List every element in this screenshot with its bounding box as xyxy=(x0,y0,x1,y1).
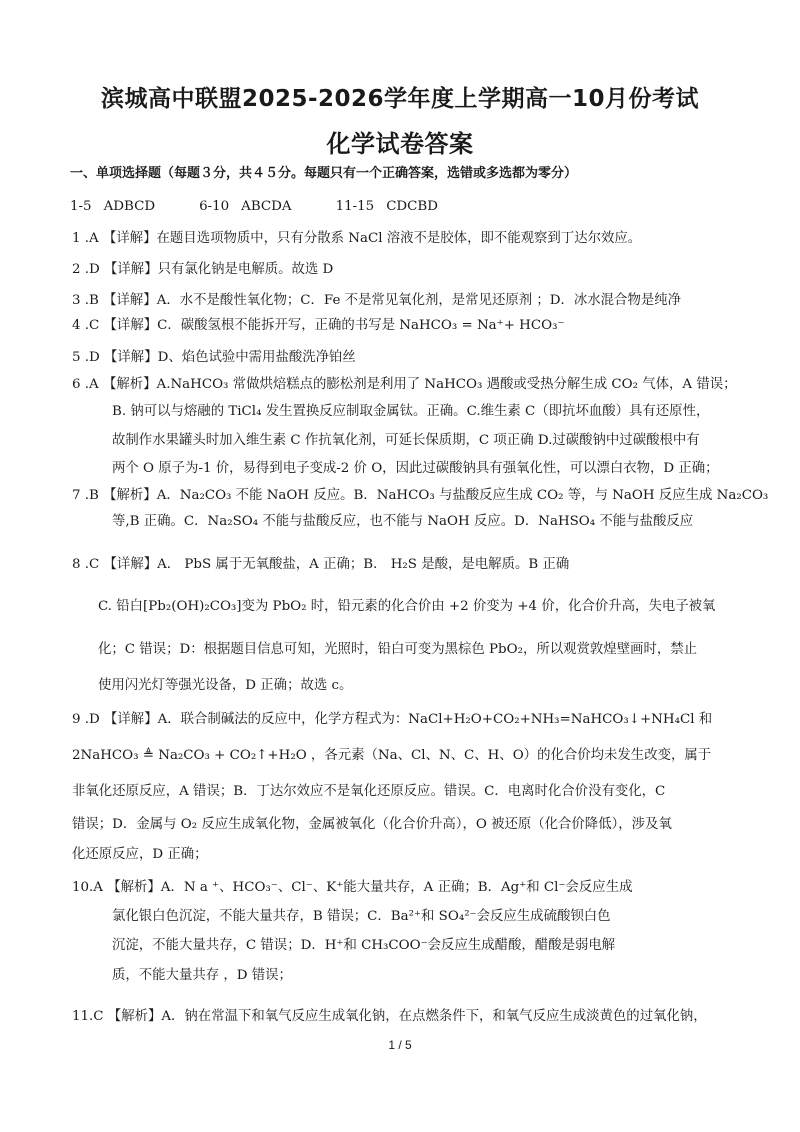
exam-title: 滨城高中联盟2025-2026学年度上学期高一10月份考试 xyxy=(100,86,700,112)
explanation-line: 故制作水果罐头时加入维生素 C 作抗氧化剂，可延长保质期，C 项正确 D.过碳酸钠中过碳酸根中有 xyxy=(112,433,700,448)
section-heading: 一、单项选择题（每题３分，共４５分。每题只有一个正确答案，选错或多选都为零分） xyxy=(70,166,578,181)
explanation-line: B. 钠可以与熔融的 TiCl₄ 发生置换反应制取金属钛。正确。C.维生素 C（即抗坏血酸）具有还原性， xyxy=(112,404,710,419)
explanation-line: 10.A 【解析】A．N a ⁺、HCO₃⁻、Cl⁻、K⁺能大量共存，A 正确；B．Ag⁺和 Cl⁻会反应生成 xyxy=(72,880,633,895)
answer-range: 6-10 xyxy=(199,199,230,214)
explanation-line: 两个 O 原子为-1 价，易得到电子变成-2 价 O，因此过碳酸钠具有强氧化性，可以漂白衣物，D 正确； xyxy=(112,461,719,476)
explanation-line: 7 .B 【解析】A．Na₂CO₃ 不能 NaOH 反应。B．NaHCO₃ 与盐酸反应生成 CO₂ 等，与 NaOH 反应生成 Na₂CO₃ xyxy=(72,488,769,503)
explanation-line: 化；C 错误；D：根据题目信息可知，光照时，铅白可变为黑棕色 PbO₂，所以观赏敦煌壁画时，禁止 xyxy=(98,642,698,657)
answer-range: 1-5 xyxy=(70,199,92,214)
explanation-line: 2NaHCO₃ ≜ Na₂CO₃ + CO₂↑+H₂O ，各元素（Na、Cl、N、C、H、O）的化合价均未发生改变，属于 xyxy=(72,748,712,763)
answer-keys: ADBCD xyxy=(103,199,156,214)
explanation-line: 质，不能大量共存 ，D 错误； xyxy=(112,968,292,983)
explanation-line: 4 .C 【详解】C．碳酸氢根不能拆开写，正确的书写是 NaHCO₃ = Na⁺+ HCO₃⁻ xyxy=(72,318,565,333)
explanation-line: C. 铅白[Pb₂(OH)₂CO₃]变为 PbO₂ 时，铅元素的化合价由 +2 价变为 +4 价，化合价升高，失电子被氧 xyxy=(98,599,716,614)
answer-keys: CDCBD xyxy=(386,199,438,214)
explanation-line: 非氧化还原反应，A 错误；B．丁达尔效应不是氧化还原反应。错误。C．电离时化合价没有变化，C xyxy=(72,784,666,799)
explanation-line: 11.C 【解析】A．钠在常温下和氧气反应生成氧化钠，在点燃条件下，和氧气反应生成淡黄色的过氧化钠， xyxy=(72,1009,707,1024)
explanation-line: 9 .D 【详解】A．联合制碱法的反应中，化学方程式为：NaCl+H₂O+CO₂+NH₃=NaHCO₃↓+NH₄Cl 和 xyxy=(72,712,713,727)
explanation-line: 8 .C 【详解】A． PbS 属于无氧酸盐，A 正确；B． H₂S 是酸，是电解质。B 正确 xyxy=(72,557,570,572)
explanation-line: 沉淀，不能大量共存，C 错误；D．H⁺和 CH₃COO⁻会反应生成醋酸，醋酸是弱电解 xyxy=(112,938,616,953)
explanation-line: 等,B 正确。C．Na₂SO₄ 不能与盐酸反应，也不能与 NaOH 反应。D．NaHSO₄ 不能与盐酸反应 xyxy=(112,514,694,529)
explanation-line: 2 .D 【详解】只有氯化钠是电解质。故选 D xyxy=(72,262,334,277)
answer-key-row xyxy=(70,198,438,216)
explanation-line: 5 .D 【详解】D、焰色试验中需用盐酸洗净铂丝 xyxy=(72,350,356,365)
explanation-line: 3 .B 【详解】A．水不是酸性氧化物；C．Fe 不是常见氧化剂，是常见还原剂 ；D．冰水混合物是纯净 xyxy=(72,293,682,308)
explanation-line: 1 .A 【详解】在题目选项物质中，只有分散系 NaCl 溶液不是胶体，即不能观察到丁达尔效应。 xyxy=(72,231,642,246)
explanation-line: 错误；D．金属与 O₂ 反应生成氧化物，金属被氧化（化合价升高），O 被还原（化合价降低），涉及氧 xyxy=(72,817,672,832)
explanation-line: 使用闪光灯等强光设备，D 正确；故选 c。 xyxy=(98,678,353,693)
answer-range: 11-15 xyxy=(335,199,375,214)
exam-subtitle: 化学试卷答案 xyxy=(326,130,474,158)
answer-keys: ABCDA xyxy=(241,199,292,214)
page-number: 1 / 5 xyxy=(388,1038,412,1052)
explanation-line: 6 .A 【解析】A.NaHCO₃ 常做烘焙糕点的膨松剂是利用了 NaHCO₃ 遇酸或受热分解生成 CO₂ 气体，A 错误； xyxy=(72,377,737,392)
explanation-line: 化还原反应，D 正确； xyxy=(72,847,208,862)
explanation-line: 氯化银白色沉淀，不能大量共存，B 错误；C．Ba²⁺和 SO₄²⁻会反应生成硫酸钡白色 xyxy=(112,909,611,924)
